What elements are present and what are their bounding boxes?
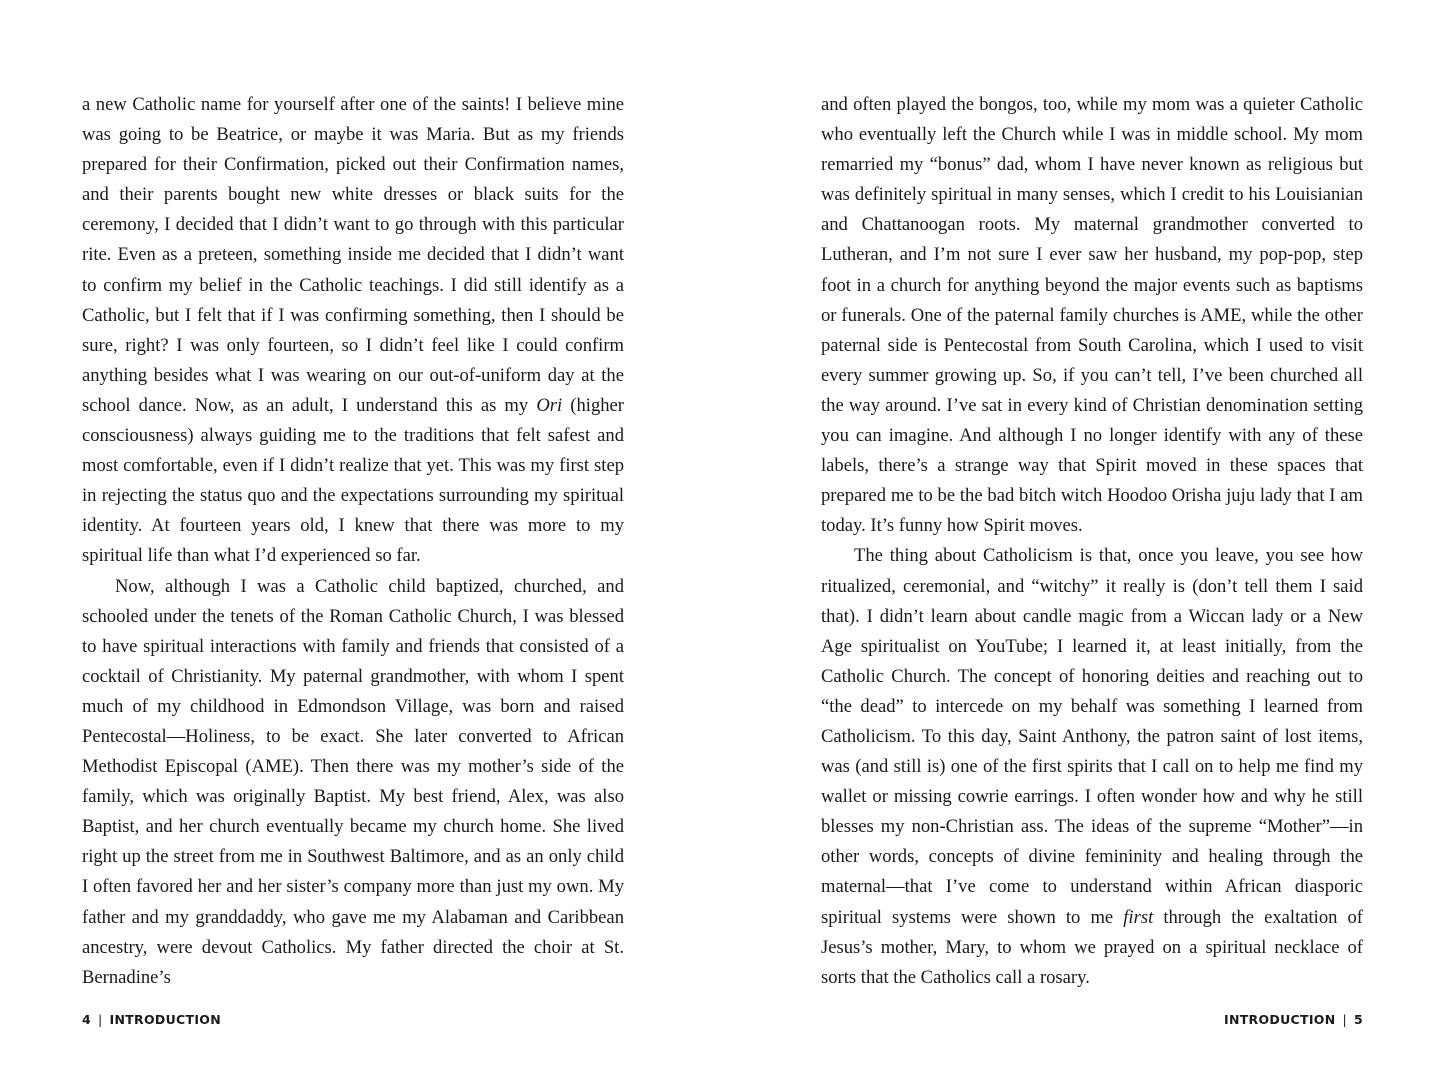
paragraph (821, 90, 1363, 541)
text-run: (higher consciousness) always guiding me to the traditions that felt safest and most comfortable, even if I didn’t realize that yet. This was my first step in rejecting the status quo and the expectations surrounding my spiritual identity. At fourteen years old, I knew that there was more to my spiritual life than what I’d experienced so far. (82, 394, 624, 567)
left-page (0, 0, 722, 1083)
page-footer-right (1224, 1012, 1363, 1027)
running-footer-label: INTRODUCTION (109, 1012, 221, 1027)
page-number: 4 (82, 1012, 91, 1027)
paragraph (82, 572, 624, 993)
text-run: The thing about Catholicism is that, once you leave, you see how ritualized, ceremonial, and “witchy” it really is (don’t tell them I said that). I didn’t learn about candle magic from a Wiccan lady or a New Age spiritualist on YouTube; I learned it, at least initially, from the Catholic Church. The concept of honoring deities and reaching out to “the dead” to intercede on my behalf was something I learned from Catholicism. To this day, Saint Anthony, the patron saint of lost items, was (and still is) one of the first spirits that I call on to help me find my wallet or missing cowrie earrings. I often wonder how and why he still blesses my non-Christian ass. The ideas of the supreme “Mother”—in other words, concepts of divine femininity and healing through the maternal—that I’ve come to understand within African diasporic spiritual systems were shown to me (821, 545, 1363, 928)
text-run: a new Catholic name for yourself after one of the saints! I believe mine was going to be Beatrice, or maybe it was Maria. But as my friends prepared for their Confirmation, picked out their Confirmation names, and their parents bought new white dresses or black suits for the ceremony, I decided that I didn’t want to go through with this particular rite. Even as a preteen, something inside me decided that I didn’t want to confirm my belief in the Catholic teachings. I did still identify as a Catholic, but I felt that if I was confirming something, then I should be sure, right? I was only fourteen, so I didn’t feel like I could confirm anything besides what I was wearing on our out-of-uniform day at the school dance. Now, as an adult, I understand this as my (82, 94, 624, 416)
paragraph (821, 541, 1363, 992)
page-number: 5 (1354, 1012, 1363, 1027)
right-page-body-text (821, 90, 1363, 993)
text-run: and often played the bongos, too, while my mom was a quieter Catholic who eventually left the Church while I was in middle school. My mom remarried my “bonus” dad, whom I have never known as religious but was definitely spiritual in many senses, which I credit to his Louisianian and Chattanoogan roots. My maternal grandmother converted to Lutheran, and I’m not sure I ever saw her husband, my pop-pop, step foot in a church for anything beyond the major events such as baptisms or funerals. One of the paternal family churches is AME, while the other paternal side is Pentecostal from South Carolina, which I used to visit every summer growing up. So, if you can’t tell, I’ve been churched all the way around. I’ve sat in every kind of Christian denomination setting you can imagine. And although I no longer identify with any of these labels, there’s a strange way that Spirit moved in these spaces that prepared me to be the bad bitch witch Hoodoo Orisha juju lady that I am today. It’s funny how Spirit moves. (821, 94, 1363, 537)
paragraph (82, 90, 624, 572)
right-page (722, 0, 1445, 1083)
footer-separator: | (98, 1012, 103, 1027)
page-footer-left (82, 1012, 221, 1027)
footer-separator: | (1342, 1012, 1347, 1027)
italic-text-run: first (1123, 906, 1154, 928)
text-run: through the exaltation of Jesus’s mother, Mary, to whom we prayed on a spiritual necklace of sorts that the Catholics call a rosary. (821, 906, 1363, 988)
italic-text-run: Ori (536, 394, 563, 416)
left-page-body-text (82, 90, 624, 993)
text-run: Now, although I was a Catholic child baptized, churched, and schooled under the tenets of the Roman Catholic Church, I was blessed to have spiritual interactions with family and friends that consisted of a cocktail of Christianity. My paternal grandmother, with whom I spent much of my childhood in Edmondson Village, was born and raised Pentecostal—Holiness, to be exact. She later converted to African Methodist Episcopal (AME). Then there was my mother’s side of the family, which was originally Baptist. My best friend, Alex, was also Baptist, and her church eventually became my church home. She lived right up the street from me in Southwest Baltimore, and as an only child I often favored her and her sister’s company more than just my own. My father and my granddaddy, who gave me my Alabaman and Caribbean ancestry, were devout Catholics. My father directed the choir at St. Bernadine’s (82, 575, 624, 988)
running-footer-label: INTRODUCTION (1224, 1012, 1336, 1027)
